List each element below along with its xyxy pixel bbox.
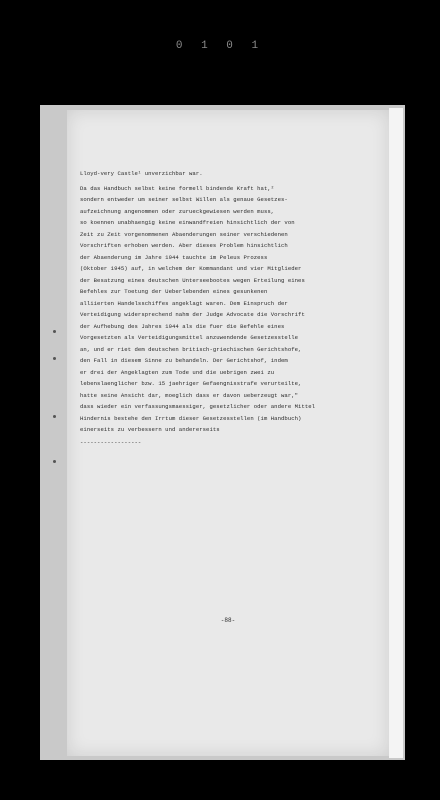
page-edge	[389, 108, 403, 758]
text-line: aufzeichnung angenommen oder zurueckgewiesen werden muss,	[80, 207, 275, 215]
text-line: Vorschriften erhoben werden. Aber dieses Problem hinsichtlich	[80, 242, 288, 249]
section-rule: ------------------	[80, 438, 142, 446]
text-line: dass wieder ein verfassungsmaessiger, gesetzlicher oder andere Mittel	[80, 403, 316, 410]
text-line: so koennen unabhaengig keine einwandfreien hinsichtlich der von	[80, 219, 295, 226]
text-line: Vorgesetzten als Verteidigungsmittel anzuwendende Gesetzesstelle	[80, 334, 299, 341]
text-line: an, und er riet dem deutschen britisch-griechischen Gerichtshofe,	[80, 345, 302, 353]
text-line: er drei der Angeklagten zum Tode und die uebrigen zwei zu	[80, 368, 275, 376]
text-line: sondern entweder um seiner selbst Willen als genaue Gesetzes-	[80, 196, 288, 203]
text-line: der Aufhebung des Jahres 1944 als die fuer die Befehle eines	[80, 322, 285, 330]
binder-hole-mark	[53, 415, 56, 418]
text-line: lebenslaenglicher bzw. 15 jaehriger Gefaengnisstrafe verurteilte,	[80, 380, 302, 387]
text-line: Befehles zur Toetung der Ueberlebenden eines gesunkenen	[80, 288, 268, 295]
microfilm-frame-number: 0 1 0 1	[175, 40, 265, 52]
text-line: Lloyd-very Castle¹ unverzichbar war.	[80, 170, 203, 177]
text-line: der Besatzung eines deutschen Unterseebootes wegen Erteilung eines	[80, 276, 305, 284]
text-line: (Oktober 1945) auf, in welchem der Kommandant und vier Mitglieder	[80, 265, 302, 272]
text-line: Da das Handbuch selbst keine formell bindende Kraft hat,²	[80, 184, 275, 192]
page-number: -88-	[220, 617, 236, 624]
text-line: den Fall in diesem Sinne zu behandeln. Der Gerichtshof, indem	[80, 357, 288, 364]
binder-hole-mark	[53, 460, 56, 463]
typewritten-body	[80, 168, 370, 448]
text-line: einerseits zu verbessern und andererseits	[80, 426, 220, 433]
text-line: Zeit zu Zeit vorgenommenen Abaenderungen seiner verschiedenen	[80, 230, 288, 238]
text-line: der Abaenderung im Jahre 1944 tauchte im Peleus Prozess	[80, 253, 268, 261]
text-line: hatte seine Ansicht dar, moeglich dass er davon ueberzeugt war,"	[80, 391, 299, 399]
text-line: Verteidigung widersprechend nahm der Judge Advocate die Vorschrift	[80, 311, 305, 318]
text-line: Hindernis bestehe den Irrtum dieser Gesetzesstellen (im Handbuch)	[80, 414, 302, 422]
binder-hole-mark	[53, 357, 56, 360]
text-line: alliierten Handelsschiffes angeklagt waren. Dem Einspruch der	[80, 299, 288, 307]
binder-hole-mark	[53, 330, 56, 333]
